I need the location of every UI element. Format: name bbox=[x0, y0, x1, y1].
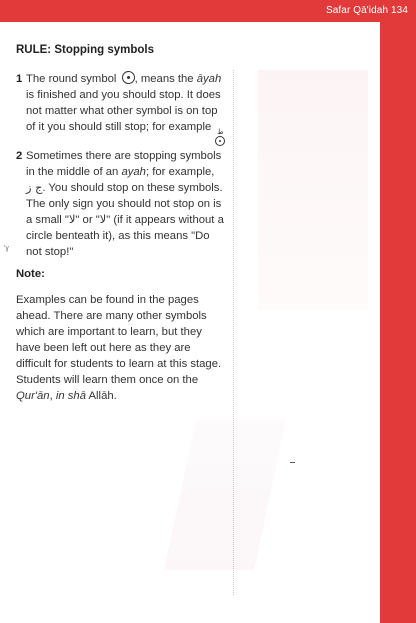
stray-mark bbox=[290, 462, 295, 463]
example-circle-icon bbox=[215, 136, 225, 146]
note-text-comma: , bbox=[49, 390, 53, 402]
note-text-a: Examples can be found in the pages ahead. There are many other symbols which are important to learn, but they have been left out here as they are difficult for students to learn at this stage. Students will learn them once on the bbox=[16, 294, 222, 386]
rule-title: RULE: Stopping symbols bbox=[16, 44, 154, 56]
ayah-end-circle-icon bbox=[122, 71, 135, 84]
margin-mark: 'ɣ bbox=[4, 245, 9, 252]
page-number: 134 bbox=[391, 5, 408, 16]
red-side-band bbox=[380, 0, 416, 623]
stop-symbols-glyph: ج ز bbox=[26, 181, 43, 194]
header-title bbox=[326, 5, 408, 16]
note-text-inshaa: in shā bbox=[55, 390, 86, 402]
item-2-text-i: " (if it appears without a circle benteath it), as this means "Do not stop!" bbox=[26, 214, 224, 258]
item-2-text-italic: ayah bbox=[121, 166, 146, 178]
rule-item-2 bbox=[16, 148, 226, 260]
item-1-text-b: , means the bbox=[134, 73, 194, 85]
note-text-allah: Allāh. bbox=[88, 390, 117, 402]
item-number: 2 bbox=[16, 150, 23, 162]
item-text bbox=[26, 148, 226, 260]
item-number: 1 bbox=[16, 73, 23, 85]
book-title: Safar Qā'idah bbox=[325, 5, 389, 16]
item-1-text-a: The round symbol bbox=[26, 73, 117, 85]
la-symbol-glyph: ﻻ bbox=[68, 213, 76, 226]
item-2-text-e: . You should stop on these symbols. The only sign you should not stop on is a small " bbox=[26, 182, 223, 226]
note-text-quran: Qur'ān bbox=[16, 390, 50, 402]
la-symbol-glyph-2: ﻻ bbox=[99, 213, 107, 226]
item-1-text-d: is finished and you should stop. It does not matter what other symbol is on top of it you should still stop; for example bbox=[26, 89, 221, 133]
item-1-text-italic: āyah bbox=[196, 73, 222, 85]
note-title: Note: bbox=[16, 268, 45, 280]
item-2-text-g: " or " bbox=[75, 214, 100, 226]
rule-item-1 bbox=[16, 71, 226, 146]
item-2-text-c: ; for example, bbox=[145, 166, 215, 178]
example-symbol-icon bbox=[215, 129, 225, 146]
example-symbol-top: ط bbox=[217, 129, 224, 136]
item-2-text-a: Sometimes there are stopping symbols in the middle of an bbox=[26, 150, 222, 178]
note-paragraph bbox=[16, 292, 226, 404]
main-column bbox=[16, 42, 226, 404]
column-divider bbox=[233, 70, 234, 595]
background-decoration bbox=[258, 70, 368, 310]
item-text bbox=[26, 71, 226, 146]
header-bar bbox=[0, 0, 416, 22]
